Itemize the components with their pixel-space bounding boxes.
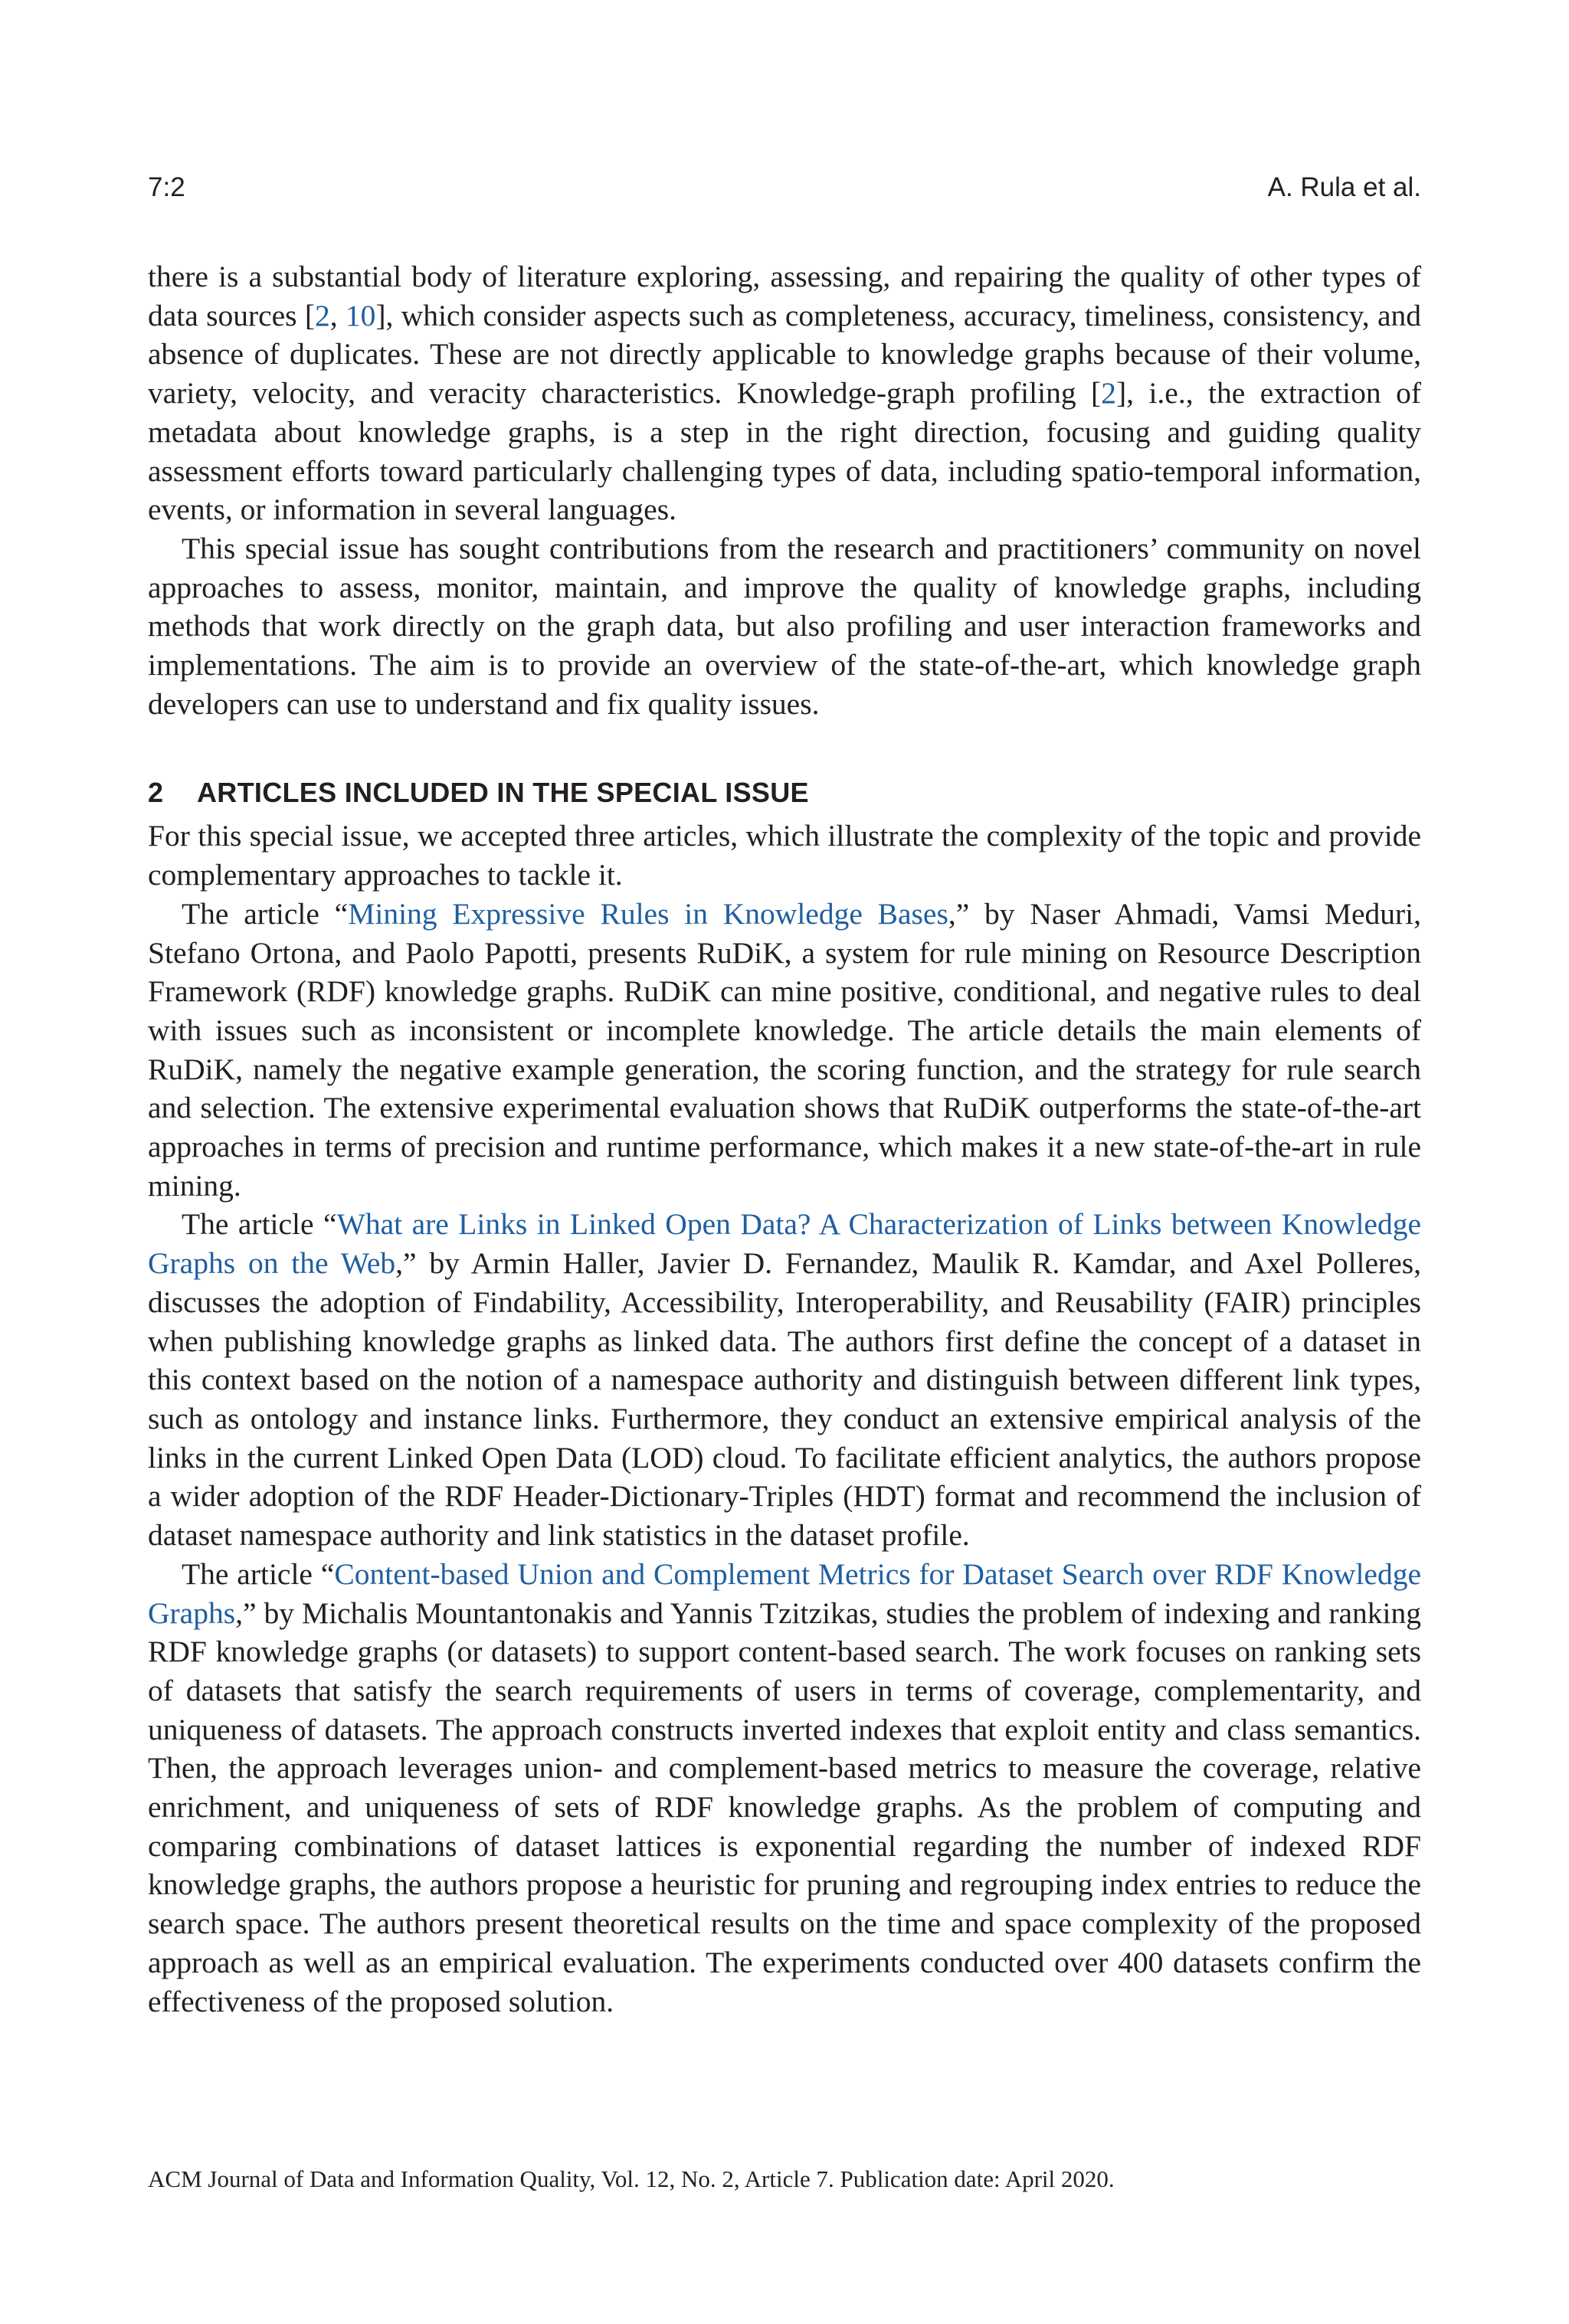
section-title: ARTICLES INCLUDED IN THE SPECIAL ISSUE: [197, 777, 809, 809]
article-description: ,” by Michalis Mountantonakis and Yannis Tzitzikas, studies the problem of indexing and ranking RDF knowledge graphs (or datasets) to support content-based search. The work focuses on ranking sets of datasets that satisfy the search requirements of users in terms of coverage, complementarity, and uniqueness of datasets. The approach constructs inverted indexes that exploit entity and class semantics. Then, the approach leverages union- and complement-based metrics to measure the coverage, relative enrichment, and uniqueness of sets of RDF knowledge graphs. As the problem of computing and comparing combinations of dataset lattices is exponential regarding the number of indexed RDF knowledge graphs, the authors propose a heuristic for pruning and regrouping index entries to reduce the search space. The authors present theoretical results on the time and space complexity of the proposed approach as well as an empirical evaluation. The experiments conducted over 400 datasets confirm the effectiveness of the proposed solution.: [148, 1596, 1421, 2018]
article-prefix: The article “: [182, 1556, 335, 1591]
article-paragraph-lod-links: [148, 1205, 1421, 1554]
article-paragraph-rudik: [148, 895, 1421, 1206]
citation-link-2b[interactable]: 2: [1101, 376, 1116, 411]
article-paragraph-dataset-search: [148, 1555, 1421, 2021]
article-description: ,” by Armin Haller, Javier D. Fernandez, Maulik R. Kamdar, and Axel Polleres, discusses the adoption of Findability, Accessibility, Interoperability, and Reusability (FAIR) principles when publishing knowledge graphs as linked data. The authors first define the concept of a dataset in this context based on the notion of a namespace authority and distinguish between different link types, such as ontology and instance links. Furthermore, they conduct an extensive empirical analysis of the links in the current Linked Open Data (LOD) cloud. To facilitate efficient analytics, the authors propose a wider adoption of the RDF Header-Dictionary-Triples (HDT) format and recommend the inclusion of dataset namespace authority and link statistics in the dataset profile.: [148, 1246, 1421, 1553]
journal-footer: ACM Journal of Data and Information Quality, Vol. 12, No. 2, Article 7. Publication date: April 2020.: [148, 2165, 1115, 2192]
intro-text-3: ], i.e., the extraction of metadata about knowledge graphs, is a step in the right direction, focusing and guiding quality assessment efforts toward particularly challenging types of data, including spatio-temporal information, events, or information in several languages.: [148, 376, 1421, 527]
article-prefix: The article “: [182, 896, 349, 931]
page-number: 7:2: [148, 172, 185, 202]
section-intro-paragraph: For this special issue, we accepted three articles, which illustrate the complexity of the topic and provide complementary approaches to tackle it.: [148, 819, 1421, 892]
section-heading: [148, 774, 1421, 812]
intro-text-2: ], which consider aspects such as completeness, accuracy, timeliness, consistency, and absence of duplicates. These are not directly applicable to knowledge graphs because of their volume, variety, velocity, and veracity characteristics. Knowledge-graph profiling [: [148, 298, 1422, 411]
article-title-link-rudik[interactable]: Mining Expressive Rules in Knowledge Bases: [348, 896, 948, 931]
article-prefix: The article “: [182, 1207, 337, 1242]
intro-paragraph-1: [148, 257, 1421, 529]
citation-link-10[interactable]: 10: [345, 298, 376, 332]
citation-link-2[interactable]: 2: [314, 298, 330, 332]
article-description: ,” by Naser Ahmadi, Vamsi Meduri, Stefano Ortona, and Paolo Papotti, presents RuDiK, a system for rule mining on Resource Description Framework (RDF) knowledge graphs. RuDiK can mine positive, conditional, and negative rules to deal with issues such as inconsistent or incomplete knowledge. The article details the main elements of RuDiK, namely the negative example generation, the scoring function, and the strategy for rule search and selection. The extensive experimental evaluation shows that RuDiK outperforms the state-of-the-art approaches in terms of precision and runtime performance, which makes it a new state-of-the-art in rule mining.: [148, 896, 1422, 1203]
running-authors: A. Rula et al.: [1267, 172, 1421, 202]
article-title-link-lod[interactable]: What are Links in Linked Open Data? A Characterization of Links between Knowledge Graphs on the Web: [148, 1207, 1421, 1281]
article-title-link-dataset-search[interactable]: Content-based Union and Complement Metrics for Dataset Search over RDF Knowledge Graphs: [148, 1556, 1421, 1630]
running-head: [148, 172, 1421, 203]
body-text: [148, 257, 1421, 2021]
section-number: 2: [148, 777, 164, 809]
intro-paragraph-2: This special issue has sought contributions from the research and practitioners’ community on novel approaches to assess, monitor, maintain, and improve the quality of knowledge graphs, including methods that work directly on the graph data, but also profiling and user interaction frameworks and implementations. The aim is to provide an overview of the state-of-the-art, which knowledge graph developers can use to understand and fix quality issues.: [148, 531, 1421, 721]
intro-text-1: there is a substantial body of literature exploring, assessing, and repairing the quality of other types of data sources [: [148, 260, 1421, 332]
citation-separator: ,: [329, 298, 346, 332]
